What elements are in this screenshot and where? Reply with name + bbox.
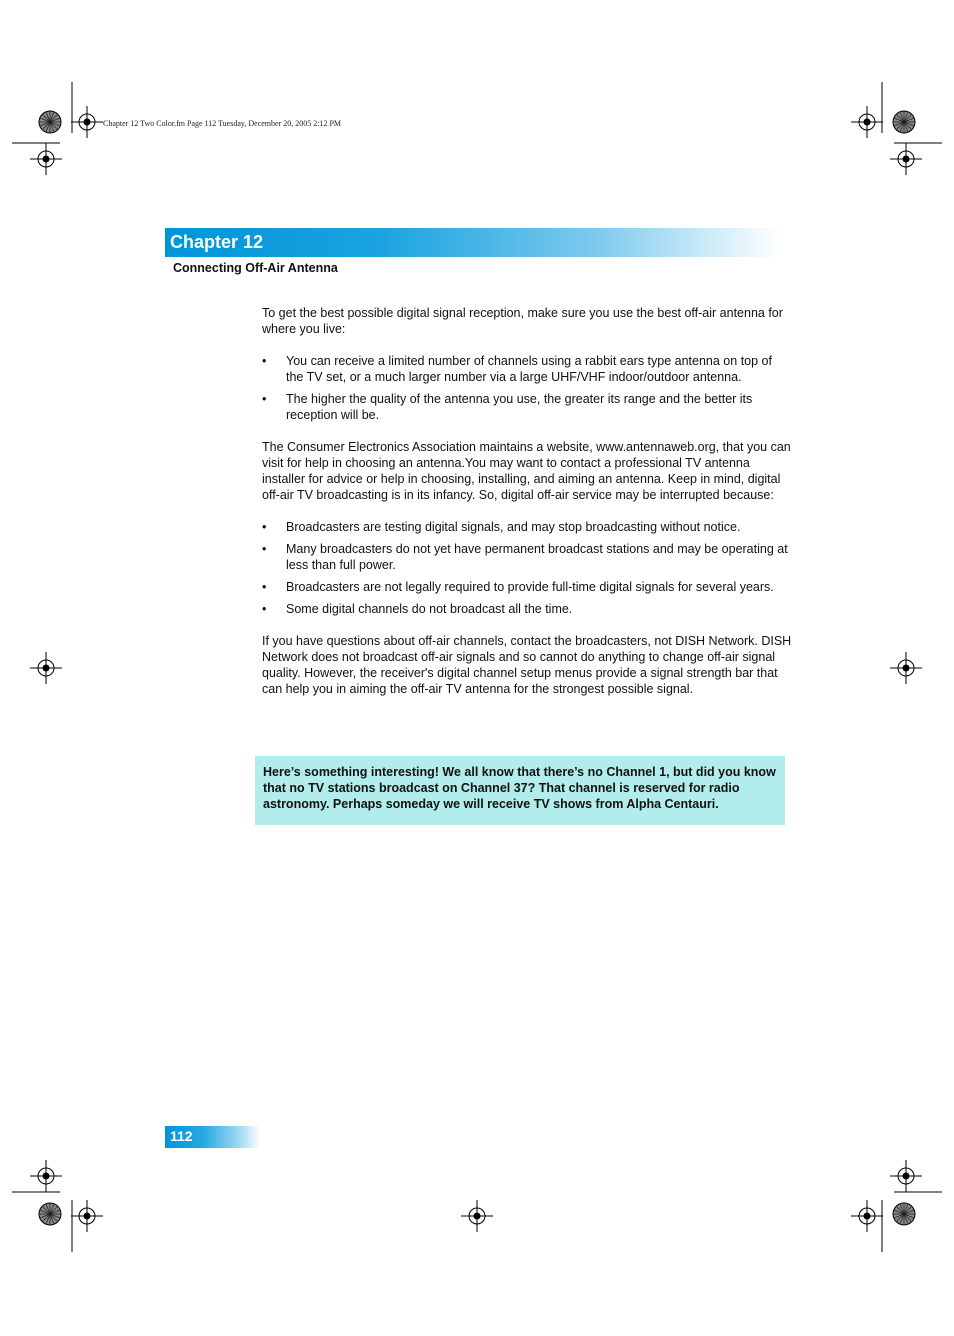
list-item: • Broadcasters are testing digital signals, and may stop broadcasting without notice. [262,519,792,535]
list-item: • Many broadcasters do not yet have permanent broadcast stations and may be operating at less than full power. [262,541,792,573]
note-box: Here’s something interesting! We all know that there’s no Channel 1, but did you know that no TV stations broadcast on Channel 37? That channel is reserved for radio astronomy. Perhaps someday we will receive TV shows from Alpha Centauri. [255,756,785,825]
questions-paragraph: If you have questions about off-air channels, contact the broadcasters, not DISH Network. DISH Network does not broadcast off-air signals and so cannot do anything to change off-air signal quality. However, the receiver's digital channel setup menus provide a signal strength bar that can help you in aiming the off-air TV antenna for the strongest possible signal. [262,634,792,696]
page-number: 112 [170,1128,193,1144]
list-item: • You can receive a limited number of channels using a rabbit ears type antenna on top of the TV set, or a much larger number via a large UHF/VHF indoor/outdoor antenna. [262,353,792,385]
chapter-title: Chapter 12 [170,232,264,252]
print-header: Chapter 12 Two Color.fm Page 112 Tuesday, December 20, 2005 2:12 PM [103,119,342,128]
interruption-bullet-list [262,519,792,617]
chapter-banner [165,228,780,257]
antenna-bullet-list [262,353,792,423]
section-heading: Connecting Off-Air Antenna [173,261,338,275]
list-item: • Broadcasters are not legally required to provide full-time digital signals for several years. [262,579,792,595]
intro-paragraph: To get the best possible digital signal reception, make sure you use the best off-air antenna for where you live: [262,306,783,336]
list-item: • The higher the quality of the antenna you use, the greater its range and the better its reception will be. [262,391,792,423]
list-item: • Some digital channels do not broadcast all the time. [262,601,792,617]
cea-paragraph: The Consumer Electronics Association maintains a website, www.antennaweb.org, that you can visit for help in choosing an antenna.You may want to contact a professional TV antenna installer for advice or help in choosing, installing, and aiming an antenna. Keep in mind, digital off-air TV broadcasting is in its infancy. So, digital off-air service may be interrupted because: [262,440,791,502]
page-number-banner [165,1126,260,1148]
body-text [262,305,792,697]
